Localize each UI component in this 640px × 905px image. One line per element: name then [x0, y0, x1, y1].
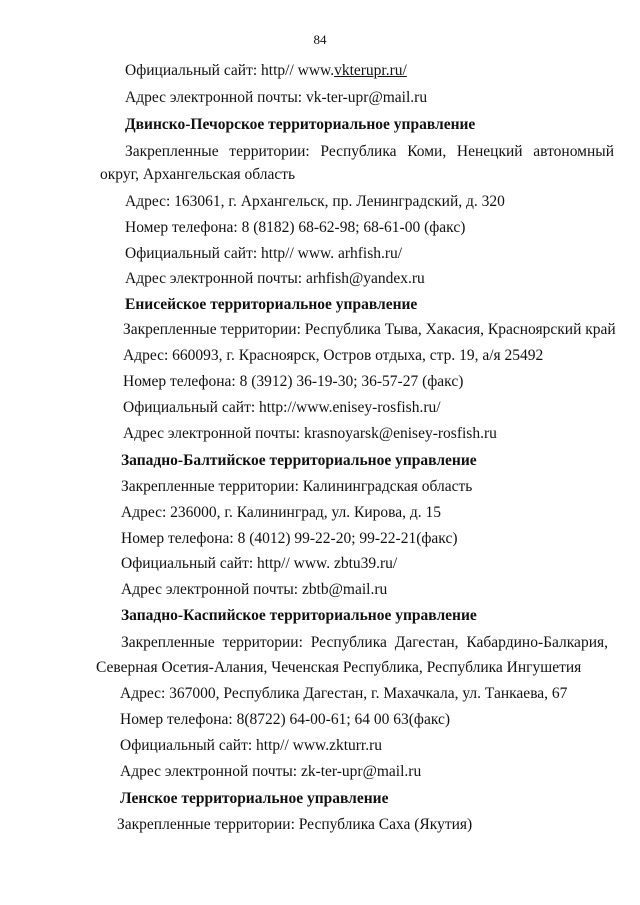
address-line: Адрес: 367000, Республика Дагестан, г. Махачкала, ул. Танкаева, 67	[120, 685, 568, 702]
phone-line: Номер телефона: 8 (4012) 99-22-20; 99-22-21(факс)	[121, 530, 458, 547]
territories-continuation: округ, Архангельская область	[100, 166, 296, 183]
territories-continuation: Северная Осетия-Алания, Чеченская Республика, Республика Ингушетия	[96, 659, 582, 676]
section-heading: Двинско-Печорское территориальное управление	[125, 116, 476, 133]
official-site-line: Официальный сайт: http://www.enisey-rosfish.ru/	[123, 399, 441, 416]
address-line: Адрес: 236000, г. Калининград, ул. Кирова, д. 15	[121, 504, 442, 521]
email-line: Адрес электронной почты: krasnoyarsk@enisey-rosfish.ru	[123, 425, 497, 442]
address-line: Адрес: 660093, г. Красноярск, Остров отдыха, стр. 19, а/я 25492	[123, 347, 544, 364]
phone-line: Номер телефона: 8 (8182) 68-62-98; 68-61-00 (факс)	[125, 219, 466, 236]
phone-line: Номер телефона: 8(8722) 64-00-61; 64 00 63(факс)	[120, 711, 451, 728]
section-heading: Западно-Каспийское территориальное управление	[121, 607, 477, 624]
official-site-line: Официальный сайт: http// www. arhfish.ru/	[125, 245, 403, 262]
territories-line: Закрепленные территории: Республика Коми, Ненецкий автономный	[125, 143, 614, 160]
territories-line: Закрепленные территории: Республика Саха (Якутия)	[117, 816, 473, 833]
phone-line: Номер телефона: 8 (3912) 36-19-30; 36-57-27 (факс)	[123, 373, 464, 390]
official-site-link[interactable]: vkterupr.ru/	[334, 62, 407, 79]
official-site-line	[125, 62, 407, 80]
territories-line: Закрепленные территории: Республика Дагестан, Кабардино-Балкария,	[121, 634, 608, 651]
official-site-line: Официальный сайт: http// www. zbtu39.ru/	[121, 555, 398, 572]
territories-line: Закрепленные территории: Республика Тыва, Хакасия, Красноярский край	[123, 321, 616, 338]
email-line: Адрес электронной почты: zk-ter-upr@mail.ru	[120, 763, 422, 780]
address-line: Адрес: 163061, г. Архангельск, пр. Ленинградский, д. 320	[125, 193, 505, 210]
official-site-line: Официальный сайт: http// www.zkturr.ru	[120, 737, 383, 754]
email-line: Адрес электронной почты: zbtb@mail.ru	[121, 581, 388, 598]
territories-line: Закрепленные территории: Калининградская область	[121, 478, 473, 495]
section-heading: Ленское территориальное управление	[120, 790, 389, 807]
section-heading: Западно-Балтийское территориальное управление	[121, 452, 477, 469]
page-number: 84	[313, 32, 327, 47]
official-site-label: Официальный сайт: http// www.	[125, 62, 335, 79]
email-line: Адрес электронной почты: vk-ter-upr@mail.ru	[125, 89, 428, 106]
section-heading: Енисейское территориальное управление	[125, 296, 418, 313]
email-line: Адрес электронной почты: arhfish@yandex.ru	[125, 270, 425, 287]
